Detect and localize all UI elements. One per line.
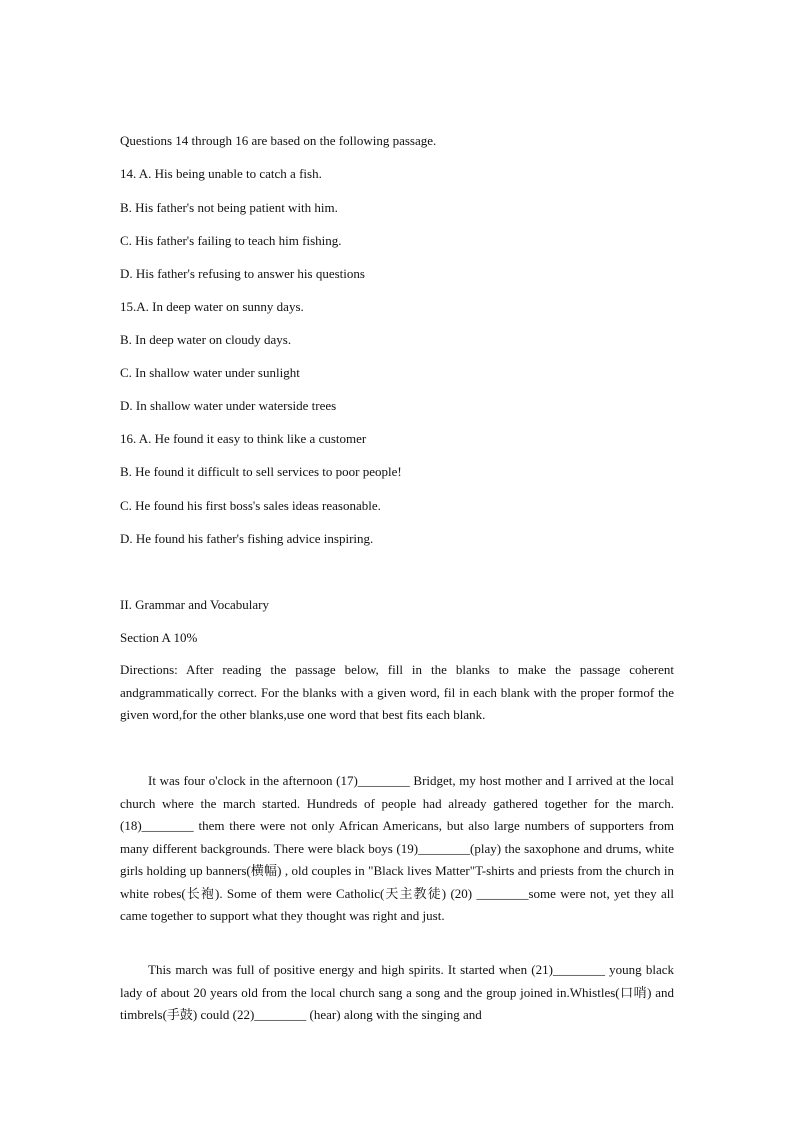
q15-option-d: D. In shallow water under waterside trees (120, 398, 337, 413)
q15-option-b: B. In deep water on cloudy days. (120, 332, 292, 347)
q15-option-a: 15.A. In deep water on sunny days. (120, 299, 304, 314)
q16-option-a: 16. A. He found it easy to think like a customer (120, 431, 367, 446)
q16-option-c: C. He found his first boss's sales ideas reasonable. (120, 498, 381, 513)
directions-paragraph: Directions: After reading the passage below, fill in the blanks to make the passage coherent andgrammatically correct. For the blanks with a given word, fil in each blank with the proper formof the given word,for the other blanks,use one word that best fits each blank. (120, 662, 674, 722)
q14-option-b: B. His father's not being patient with him. (120, 200, 338, 215)
q16-option-b: B. He found it difficult to sell services to poor people! (120, 464, 402, 479)
listening-intro: Questions 14 through 16 are based on the following passage. (120, 133, 437, 148)
q15-option-c: C. In shallow water under sunlight (120, 365, 300, 380)
passage-paragraph-1: It was four o'clock in the afternoon (17)________ Bridget, my host mother and I arrived at the local church where the march started. Hundreds of people had already gathered together for the march. (18)________ them there were not only African Americans, but also large numbers of supporters from many different backgrounds. There were black boys (19)________(play) the saxophone and drums, white girls holding up banners(横幅) , old couples in "Black lives Matter"T-shirts and priests from the church in white robes(长袍). Some of them were Catholic(天主教徒) (20) ________some were not, yet they all came together to support what they thought was right and just. (120, 773, 674, 923)
q16-option-d: D. He found his father's fishing advice inspiring. (120, 531, 374, 546)
passage-paragraph-2: This march was full of positive energy and high spirits. It started when (21)________ young black lady of about 20 years old from the local church sang a song and the group joined in.Whistles(口哨) and timbrels(手鼓) could (22)________ (hear) along with the singing and (120, 962, 674, 1022)
q14-option-a: 14. A. His being unable to catch a fish. (120, 166, 322, 181)
q14-option-d: D. His father's refusing to answer his questions (120, 266, 365, 281)
q14-option-c: C. His father's failing to teach him fishing. (120, 233, 342, 248)
section-subheading: Section A 10% (120, 630, 198, 645)
section-heading: II. Grammar and Vocabulary (120, 597, 269, 612)
